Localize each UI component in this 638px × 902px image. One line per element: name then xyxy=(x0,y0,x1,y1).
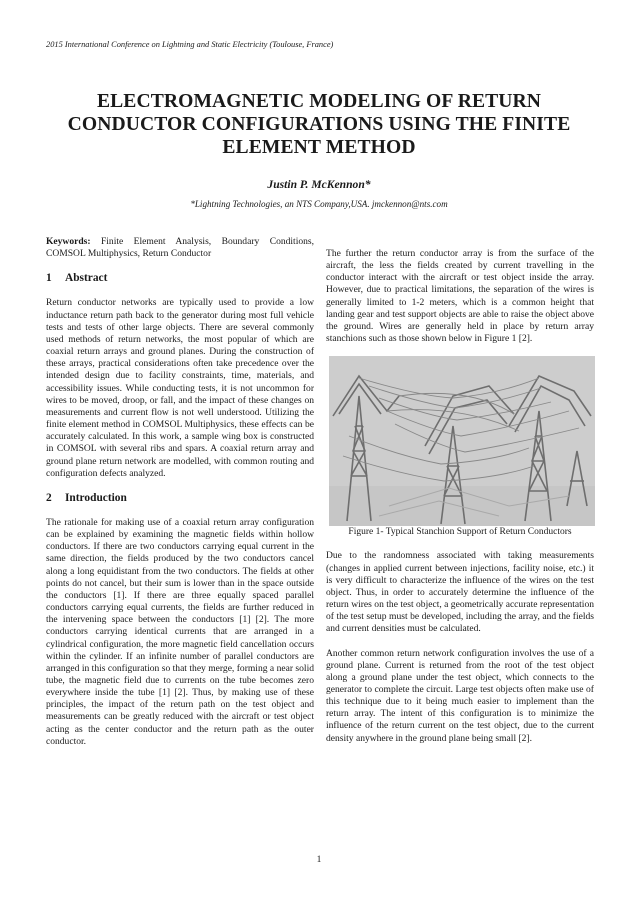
author-affiliation: *Lightning Technologies, an NTS Company,USA. jmckennon@nts.com xyxy=(190,199,448,209)
section-heading-introduction xyxy=(46,492,314,504)
introduction-text: The rationale for making use of a coaxial return array configuration can be explained by examining the magnetic fields within hollow conductors. If there are two conductors carrying equal current in the same direction, the fields produced by the two conductors cancel along a long equidistant from the two conductors. The fields at other points do not cancel, but their sum is lower than in the space outside the conductors [1]. If there are three equally spaced parallel conductors carrying equal currents, the fields are further reduced in the intervening space between the conductors [1] [2]. The more conductors carrying identical currents that are arranged in a cylindrical configuration, the more magnetic field cancellation occurs within the cylinder. If an infinite number of parallel conductors are arranged in this configuration so that they merge, forming a near solid tube, the magnetic field due to currents on the tube becomes zero everywhere inside the tube [1] [2]. Thus, by making use of these principles, the impact of the return path on the test object and measurements can be greatly reduced with the aircraft or test object acting as the center conductor and the return path as the outer conductor. xyxy=(46,516,314,747)
keywords xyxy=(46,236,314,260)
intro-paragraph-2: Due to the randomness associated with taking measurements (changes in applied current between injections, facility noise, etc.) it is very difficult to characterize the influence of the wires on the test object. Thus, in order to accurately determine the influence of the return wires on the test object, a geometrically accurate representation of the test setup must be developed, including the array, and the fields and current densities must be calculated. xyxy=(326,550,594,635)
abstract-text: Return conductor networks are typically used to provide a low inductance return path back to the generator during most full vehicle tests and tests of other large objects. There are several commonly used methods of return networks, the most popular of which are coaxial return arrays and ground planes. During the construction of these arrays, practical considerations often take precedence over the intended design due to facility constraints, time, materials, and accessibility issues. While conducting tests, it is not uncommon for wires to be moved, droop, or fall, and the impact of these changes on measurements and current flow is not well understood. Utilizing the finite element method in COMSOL Multiphysics, these effects can be accurately calculated. In this work, a sample wing box is constructed in COMSOL with several ribs and spars. A coaxial return array and ground plane return network are modelled, with common routing and configuration defects analyzed. xyxy=(46,297,314,479)
left-column xyxy=(46,236,314,748)
title-line: CONDUCTOR CONFIGURATIONS USING THE FINITE xyxy=(67,114,571,135)
section-heading-abstract xyxy=(46,272,314,284)
title-line: ELECTROMAGNETIC MODELING OF RETURN xyxy=(96,91,542,112)
section-title: Introduction xyxy=(65,491,127,504)
figure-1-stanchion-photo xyxy=(329,356,595,526)
keywords-label: Keywords: xyxy=(46,236,91,247)
intro-paragraph-1: The further the return conductor array is from the surface of the aircraft, the less the fields created by current travelling in the conductor interact with the aircraft or test object inside the array. However, due to practical limitations, the separation of the wires is generally limited to 1-2 meters, which is a common height that landing gear and test support objects are able to raise the object above the ground. Wires are generally held in place by return array stanchions such as those shown below in Figure 1 [2]. xyxy=(326,248,594,345)
paper-title xyxy=(40,90,598,159)
right-column xyxy=(326,248,594,745)
figure-1-caption: Figure 1- Typical Stanchion Support of Return Conductors xyxy=(348,527,572,538)
page-number: 1 xyxy=(316,855,322,865)
keywords-text: Finite Element Analysis, Boundary Conditions, COMSOL Multiphysics, Return Conductor xyxy=(46,236,314,260)
section-title: Abstract xyxy=(65,272,108,285)
title-line: ELEMENT METHOD xyxy=(222,137,416,158)
section-number: 1 xyxy=(46,272,52,285)
section-number: 2 xyxy=(46,491,52,504)
intro-paragraph-3: Another common return network configuration involves the use of a ground plane. Current is returned from the root of the test object along a ground plane under the test object, which connects to the generator to complete the circuit. Large test objects often make use of this technique due to it being much easier to implement than the return array. The intent of this configuration is to minimize the influence of the return current on the test object, due to the current density anywhere in the ground plane being small [2]. xyxy=(326,647,594,744)
running-header: 2015 International Conference on Lightning and Static Electricity (Toulouse, France) xyxy=(46,40,334,49)
stanchion-illustration xyxy=(329,356,595,526)
author-name: Justin P. McKennon* xyxy=(267,178,371,191)
